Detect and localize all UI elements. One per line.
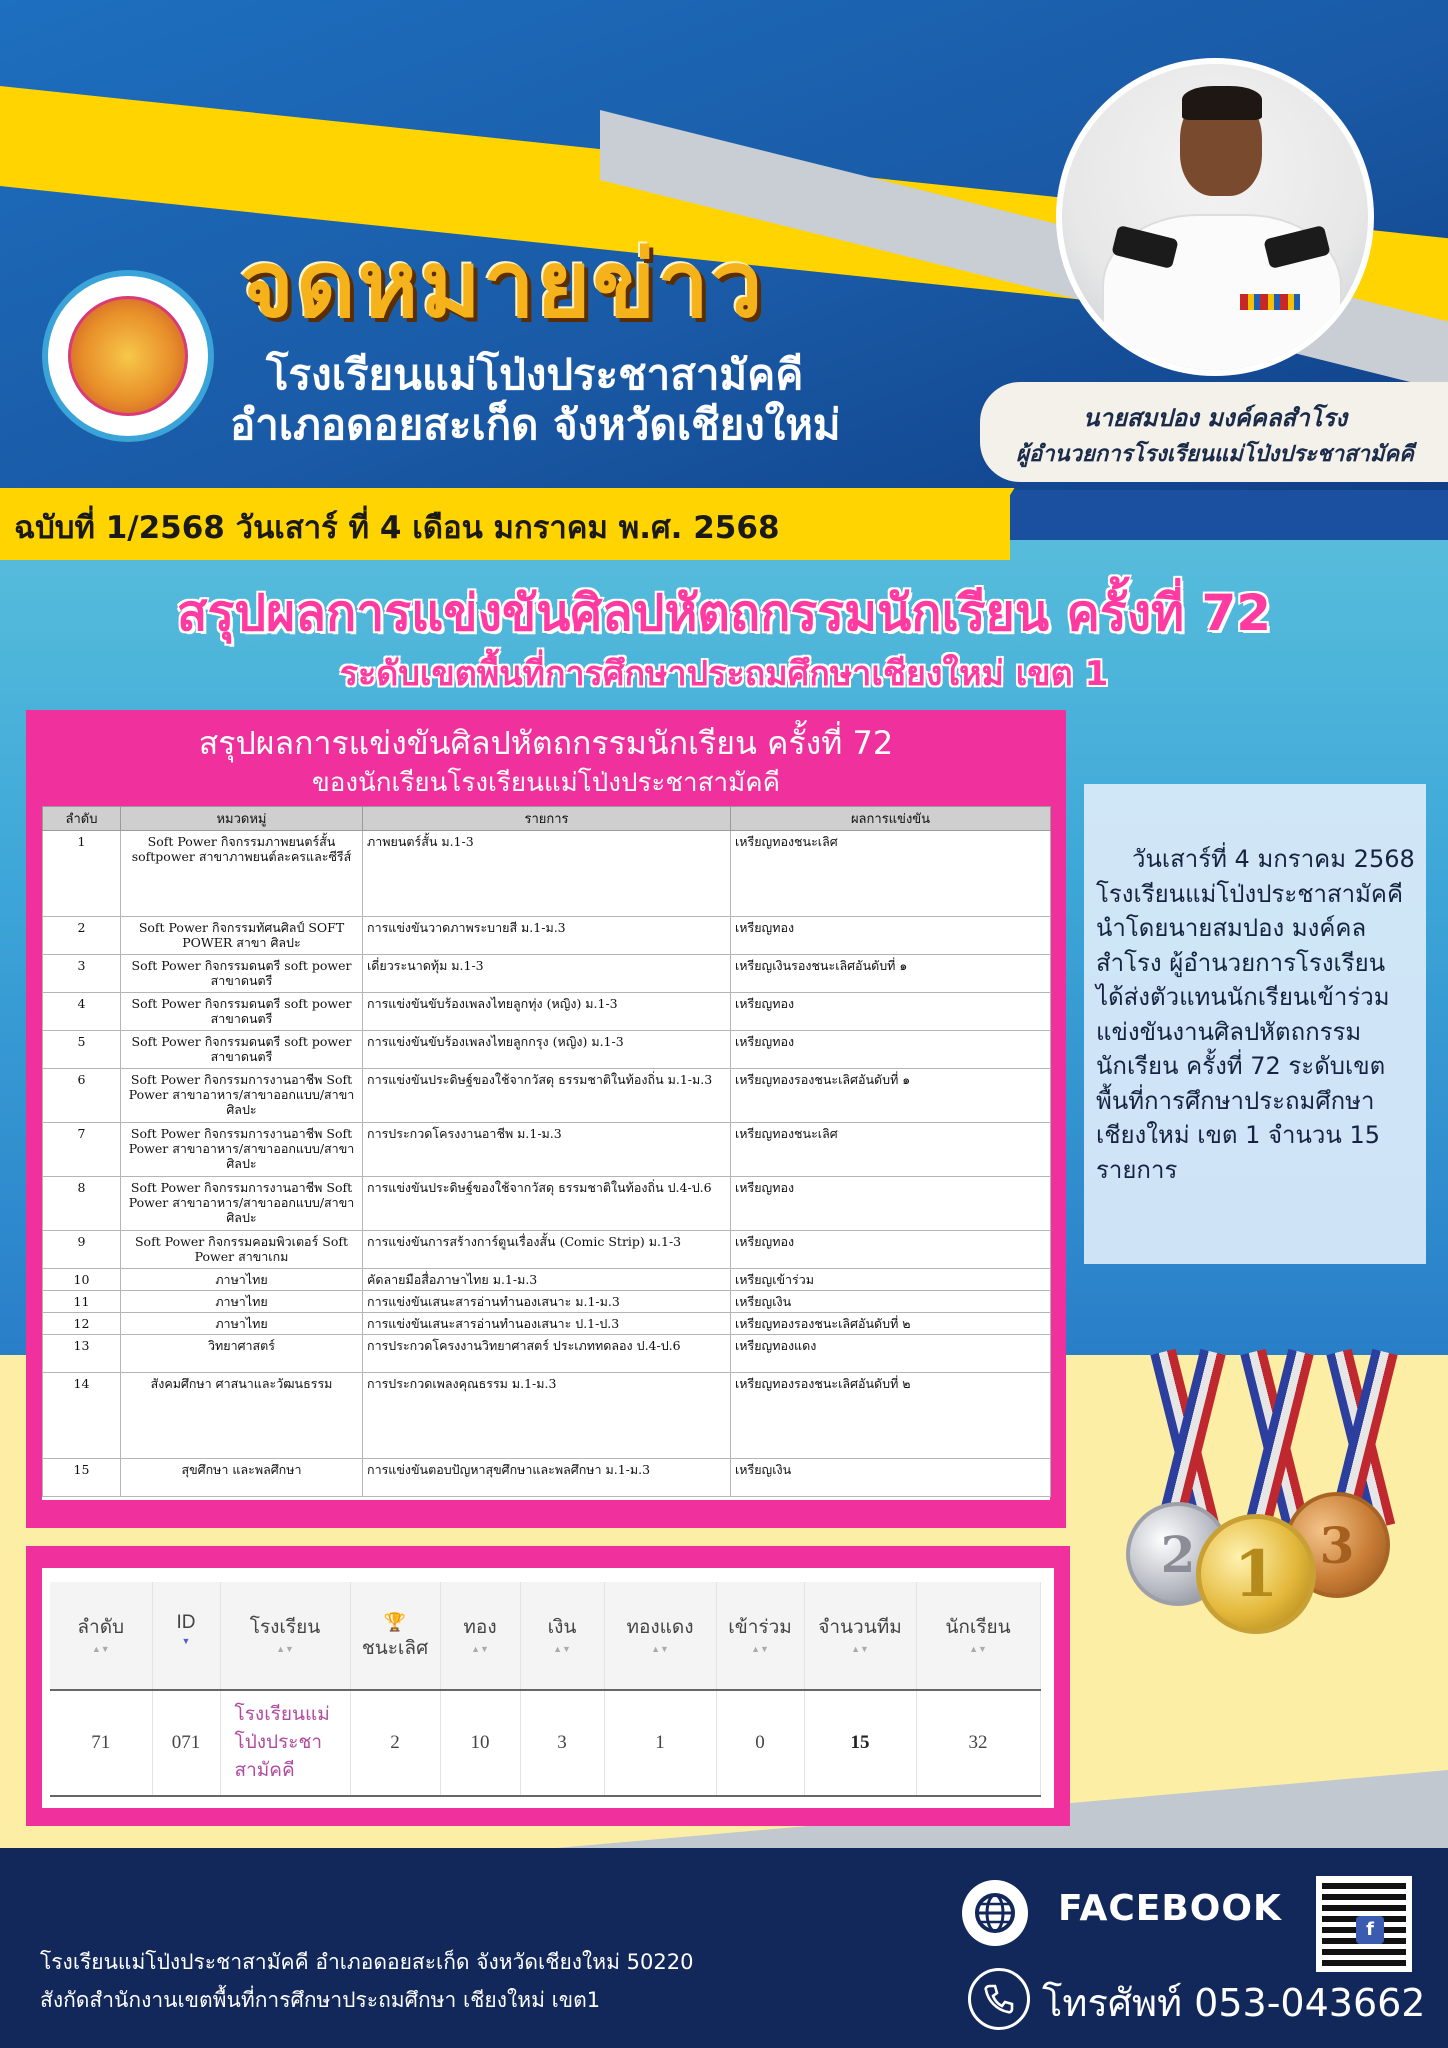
stats-gold: 10 <box>440 1690 520 1796</box>
cell-no: 13 <box>43 1335 121 1373</box>
cell-category: วิทยาศาสตร์ <box>121 1335 363 1373</box>
table-row <box>43 1031 1051 1069</box>
stats-table-container <box>42 1568 1054 1808</box>
results-subtitle: ของนักเรียนโรงเรียนแม่โป่งประชาสามัคคี <box>311 768 781 798</box>
director-name: นายสมปอง มงค์คลสำโรง <box>1082 404 1348 432</box>
cell-item: การประกวดโครงงานอาชีพ ม.1-ม.3 <box>363 1123 731 1177</box>
column-header: หมวดหมู่ <box>121 807 363 831</box>
issue-line: ฉบับที่ 1/2568 วันเสาร์ ที่ 4 เดือน มกราคม พ.ศ. 2568 <box>14 510 780 546</box>
cell-result: เหรียญทองชนะเลิศ <box>731 1123 1051 1177</box>
stats-header-rank[interactable]: ลำดับ ▲▼ <box>50 1582 152 1690</box>
qr-code[interactable] <box>1316 1876 1412 1972</box>
table-row <box>43 993 1051 1031</box>
banner-title: สรุปผลการแข่งขันศิลปหัตถกรรมนักเรียน ครั้งที่ 72 <box>176 584 1272 642</box>
stats-id: 071 <box>152 1690 220 1796</box>
cell-item: การแข่งขันประดิษฐ์ของใช้จากวัสดุ ธรรมชาติในท้องถิ่น ป.4-ป.6 <box>363 1177 731 1231</box>
table-row <box>43 831 1051 917</box>
table-row <box>43 917 1051 955</box>
cell-result: เหรียญทอง <box>731 993 1051 1031</box>
cell-category: สุขศึกษา และพลศึกษา <box>121 1459 363 1497</box>
stats-header-teams[interactable]: จำนวนทีม ▲▼ <box>804 1582 916 1690</box>
bronze-medal: 3 <box>1284 1492 1390 1598</box>
director-title: ผู้อำนวยการโรงเรียนแม่โป่งประชาสามัคคี <box>1016 442 1414 467</box>
table-row <box>43 1291 1051 1313</box>
cell-item: การแข่งขันขับร้องเพลงไทยลูกกรุง (หญิง) ม.1-3 <box>363 1031 731 1069</box>
cell-no: 4 <box>43 993 121 1031</box>
cell-item: การประกวดโครงงานวิทยาศาสตร์ ประเภททดลอง ป.4-ป.6 <box>363 1335 731 1373</box>
cell-result: เหรียญเข้าร่วม <box>731 1269 1051 1291</box>
trophy-icon: 🏆 <box>383 1612 407 1632</box>
table-row <box>43 1313 1051 1335</box>
phone-number[interactable]: โทรศัพท์ 053-043662 <box>1042 1981 1426 2025</box>
results-table <box>42 806 1050 1500</box>
cell-result: เหรียญทองแดง <box>731 1335 1051 1373</box>
cell-category: ภาษาไทย <box>121 1269 363 1291</box>
stats-header-participate[interactable]: เข้าร่วม ▲▼ <box>716 1582 804 1690</box>
stats-students: 32 <box>916 1690 1040 1796</box>
cell-category: ภาษาไทย <box>121 1291 363 1313</box>
stats-header-silver[interactable]: เงิน ▲▼ <box>520 1582 604 1690</box>
cell-category: Soft Power กิจกรรมการงานอาชีพ Soft Power สาขาอาหาร/สาขาออกแบบ/สาขาศิลปะ <box>121 1069 363 1123</box>
cell-item: การแข่งขันตอบปัญหาสุขศึกษาและพลศึกษา ม.1-ม.3 <box>363 1459 731 1497</box>
stats-winner: 2 <box>350 1690 440 1796</box>
stats-header-id[interactable]: ID ▼ <box>152 1582 220 1690</box>
cell-item: เดี่ยวระนาดทุ้ม ม.1-3 <box>363 955 731 993</box>
cell-result: เหรียญเงิน <box>731 1291 1051 1313</box>
cell-item: ภาพยนตร์สั้น ม.1-3 <box>363 831 731 917</box>
cell-no: 7 <box>43 1123 121 1177</box>
cell-category: Soft Power กิจกรรมคอมพิวเตอร์ Soft Power สาขาเกม <box>121 1231 363 1269</box>
table-row <box>43 1177 1051 1231</box>
stats-row <box>50 1690 1040 1796</box>
medals-illustration <box>1120 1352 1410 1652</box>
table-row <box>43 1231 1051 1269</box>
table-row <box>43 955 1051 993</box>
cell-result: เหรียญทองชนะเลิศ <box>731 831 1051 917</box>
cell-category: Soft Power กิจกรรมดนตรี soft power สาขาดนตรี <box>121 955 363 993</box>
stats-header-bronze[interactable]: ทองแดง ▲▼ <box>604 1582 716 1690</box>
column-header: ผลการแข่งขัน <box>731 807 1051 831</box>
results-title: สรุปผลการแข่งขันศิลปหัตถกรรมนักเรียน ครั้งที่ 72 <box>198 724 894 762</box>
cell-no: 12 <box>43 1313 121 1335</box>
stats-teams: 15 <box>804 1690 916 1796</box>
cell-result: เหรียญเงินรองชนะเลิศอันดับที่ ๑ <box>731 955 1051 993</box>
cell-item: การแข่งขันวาดภาพระบายสี ม.1-ม.3 <box>363 917 731 955</box>
cell-result: เหรียญเงิน <box>731 1459 1051 1497</box>
stats-rank: 71 <box>50 1690 152 1796</box>
facebook-label[interactable]: FACEBOOK <box>1058 1888 1282 1929</box>
footer-address: โรงเรียนแม่โป่งประชาสามัคคี อำเภอดอยสะเก็ด จังหวัดเชียงใหม่ 50220 <box>40 1950 694 1974</box>
cell-result: เหรียญทอง <box>731 917 1051 955</box>
cell-result: เหรียญทอง <box>731 1231 1051 1269</box>
cell-no: 6 <box>43 1069 121 1123</box>
director-photo <box>1056 58 1374 376</box>
school-logo <box>42 270 214 442</box>
cell-result: เหรียญทอง <box>731 1177 1051 1231</box>
cell-category: Soft Power กิจกรรมดนตรี soft power สาขาดนตรี <box>121 993 363 1031</box>
stats-header-winner[interactable]: 🏆 ชนะเลิศ <box>350 1582 440 1690</box>
stats-header-school[interactable]: โรงเรียน ▲▼ <box>220 1582 350 1690</box>
cell-no: 15 <box>43 1459 121 1497</box>
cell-item: การประกวดเพลงคุณธรรม ม.1-ม.3 <box>363 1373 731 1459</box>
stats-participate: 0 <box>716 1690 804 1796</box>
globe-icon[interactable] <box>962 1880 1028 1946</box>
column-header: รายการ <box>363 807 731 831</box>
cell-item: การแข่งขันประดิษฐ์ของใช้จากวัสดุ ธรรมชาติในท้องถิ่น ม.1-ม.3 <box>363 1069 731 1123</box>
table-row <box>43 1123 1051 1177</box>
cell-item: การแข่งขันการสร้างการ์ตูนเรื่องสั้น (Comic Strip) ม.1-3 <box>363 1231 731 1269</box>
cell-category: Soft Power กิจกรรมภาพยนตร์สั้น softpower สาขาภาพยนต์ละครและซีรีส์ <box>121 831 363 917</box>
cell-item: คัดลายมือสื่อภาษาไทย ม.1-ม.3 <box>363 1269 731 1291</box>
cell-result: เหรียญทองรองชนะเลิศอันดับที่ ๒ <box>731 1313 1051 1335</box>
cell-category: Soft Power กิจกรรมทัศนศิลป์ SOFT POWER สาขา ศิลปะ <box>121 917 363 955</box>
table-row <box>43 1069 1051 1123</box>
cell-no: 8 <box>43 1177 121 1231</box>
cell-no: 11 <box>43 1291 121 1313</box>
footer-affiliation: สังกัดสำนักงานเขตพื้นที่การศึกษาประถมศึกษา เชียงใหม่ เขต1 <box>40 1988 601 2012</box>
table-row <box>43 1373 1051 1459</box>
cell-category: Soft Power กิจกรรมดนตรี soft power สาขาดนตรี <box>121 1031 363 1069</box>
phone-icon <box>968 1968 1030 2030</box>
cell-category: Soft Power กิจกรรมการงานอาชีพ Soft Power สาขาอาหาร/สาขาออกแบบ/สาขาศิลปะ <box>121 1177 363 1231</box>
stats-header-students[interactable]: นักเรียน ▲▼ <box>916 1582 1040 1690</box>
stats-school-link[interactable]: โรงเรียนแม่โป่งประชาสามัคคี <box>220 1690 350 1796</box>
cell-no: 10 <box>43 1269 121 1291</box>
stats-header-gold[interactable]: ทอง ▲▼ <box>440 1582 520 1690</box>
column-header: ลำดับ <box>43 807 121 831</box>
gold-medal: 1 <box>1196 1514 1316 1634</box>
school-name: โรงเรียนแม่โป่งประชาสามัคคี <box>266 350 804 399</box>
cell-no: 9 <box>43 1231 121 1269</box>
cell-no: 3 <box>43 955 121 993</box>
stats-bronze: 1 <box>604 1690 716 1796</box>
cell-item: การแข่งขันเสนะสารอ่านทำนองเสนาะ ม.1-ม.3 <box>363 1291 731 1313</box>
cell-item: การแข่งขันเสนะสารอ่านทำนองเสนาะ ป.1-ป.3 <box>363 1313 731 1335</box>
silver-medal: 2 <box>1126 1502 1230 1606</box>
cell-category: ภาษาไทย <box>121 1313 363 1335</box>
cell-result: เหรียญทองรองชนะเลิศอันดับที่ ๑ <box>731 1069 1051 1123</box>
table-row <box>43 1459 1051 1497</box>
cell-result: เหรียญทอง <box>731 1031 1051 1069</box>
cell-no: 1 <box>43 831 121 917</box>
stats-silver: 3 <box>520 1690 604 1796</box>
table-row <box>43 1335 1051 1373</box>
school-address: อำเภอดอยสะเก็ด จังหวัดเชียงใหม่ <box>230 400 841 449</box>
cell-no: 14 <box>43 1373 121 1459</box>
cell-category: Soft Power กิจกรรมการงานอาชีพ Soft Power สาขาอาหาร/สาขาออกแบบ/สาขาศิลปะ <box>121 1123 363 1177</box>
table-row <box>43 1269 1051 1291</box>
cell-category: สังคมศึกษา ศาสนาและวัฒนธรรม <box>121 1373 363 1459</box>
newsletter-headline: จดหมายข่าว <box>240 231 765 338</box>
summary-text: วันเสาร์ที่ 4 มกราคม 2568 โรงเรียนแม่โป่งประชาสามัคคี นำโดยนายสมปอง มงค์คลสำโรง ผู้อำนวยการโรงเรียน ได้ส่งตัวแทนนักเรียนเข้าร่วมแข่งขันงานศิลปหัตถกรรมนักเรียน ครั้งที่ 72 ระดับเขตพื้นที่การศึกษาประถมศึกษาเชียงใหม่ เขต 1 จำนวน 15 รายการ <box>1096 845 1415 1184</box>
facebook-icon: f <box>1356 1916 1384 1944</box>
cell-no: 2 <box>43 917 121 955</box>
cell-no: 5 <box>43 1031 121 1069</box>
cell-result: เหรียญทองรองชนะเลิศอันดับที่ ๒ <box>731 1373 1051 1459</box>
banner-subtitle: ระดับเขตพื้นที่การศึกษาประถมศึกษาเชียงใหม่ เขต 1 <box>339 654 1109 694</box>
cell-item: การแข่งขันขับร้องเพลงไทยลูกทุ่ง (หญิง) ม.1-3 <box>363 993 731 1031</box>
